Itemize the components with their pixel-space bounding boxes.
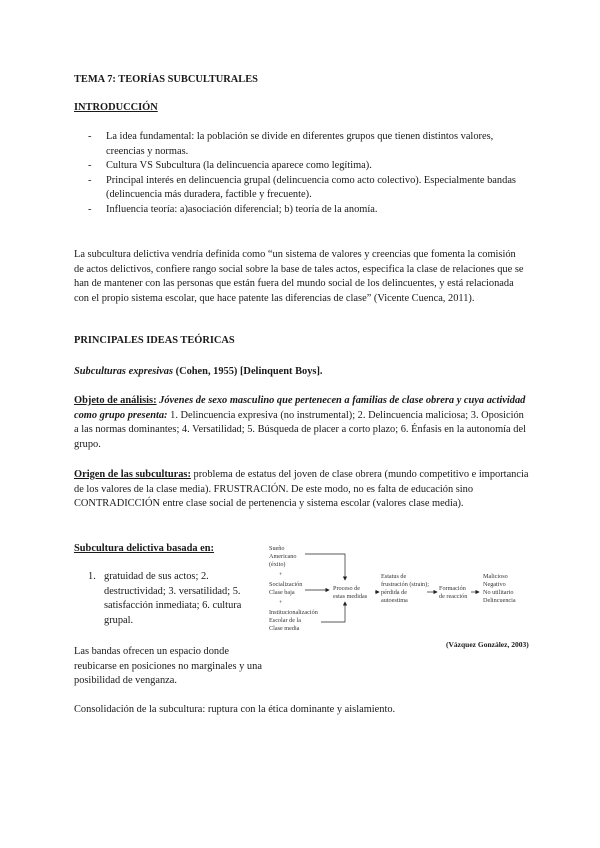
- diagram-label: Delincuencia: [483, 597, 516, 604]
- diagram-right-flow: [333, 573, 516, 604]
- expressive-heading: Subculturas expresivas (Cohen, 1955) [Delinquent Boys].: [74, 366, 323, 377]
- diagram-label: +: [279, 599, 283, 606]
- diagram-label: Socialización: [269, 581, 303, 588]
- diagram-arrow: [305, 554, 345, 580]
- diagram-label: Escolar de la: [269, 617, 301, 624]
- based-list: [88, 570, 268, 628]
- diagram-label: Negativo: [483, 581, 506, 588]
- diagram-label: frustración (strain);: [381, 581, 429, 588]
- diagram-label: de reacción: [439, 593, 468, 600]
- based-heading: Subcultura delictiva basada en:: [74, 543, 215, 554]
- diagram-label: Institucionalización: [269, 609, 318, 616]
- object-paragraph: Objeto de análisis: Jóvenes de sexo masculino que pertenecen a familias de clase obrera y cuya actividad como grupo presenta: 1. Delincuencia expresiva (no instrumental); 2. Delincuencia maliciosa; 3. Oposición a las normas dominantes; 4. Versatilidad; 5. Búsqueda de placer a corto plazo; 6. Énfasis en la autonomía del grupo.: [74, 395, 526, 450]
- consolidation-paragraph: Consolidación de la subcultura: ruptura con la ética dominante y aislamiento.: [74, 704, 396, 715]
- list-item: - Influencia teoría: a)asociación diferencial; b) teoría de la anomía.: [88, 203, 378, 215]
- origin-paragraph: Origen de las subculturas: problema de estatus del joven de clase obrera (mundo competitivo e importancia de los valores de la clase media). FRUSTRACIÓN. De este modo, no es falta de educación sino CONTRADICCIÓN entre clase social de pertenencia y sistema escolar (valores clase media).: [74, 469, 529, 509]
- intro-bullet-list: [88, 130, 528, 217]
- diagram-label: Proceso de: [333, 585, 360, 592]
- diagram-label: (éxito): [269, 561, 286, 568]
- list-item: - La idea fundamental: la población se divide en diferentes grupos que tienen distintos valores, creencias y normas.: [88, 131, 494, 157]
- diagram-label: No utilitario: [483, 589, 514, 596]
- list-item: - Cultura VS Subcultura (la delincuencia aparece como legítima).: [88, 160, 372, 171]
- diagram-label: Americano: [269, 553, 297, 560]
- intro-heading: INTRODUCCIÓN: [74, 102, 158, 113]
- page-title: TEMA 7: TEORÍAS SUBCULTURALES: [74, 74, 258, 85]
- diagram-label: Sueño: [269, 545, 285, 552]
- diagram-label: pérdida de: [381, 589, 407, 596]
- ideas-heading: PRINCIPALES IDEAS TEÓRICAS: [74, 335, 235, 346]
- diagram-label: estas medidas: [333, 593, 368, 600]
- list-item: 1. gratuidad de sus actos; 2. destructividad; 3. versatilidad; 5. satisfacción inmediata; 6. cultura grupal.: [88, 571, 242, 626]
- diagram-label: autoestima: [381, 597, 408, 604]
- diagram-label: Formación: [439, 585, 466, 592]
- diagram-label: +: [279, 571, 283, 578]
- diagram-label: Estatus de: [381, 573, 407, 580]
- diagram-left-column: [269, 545, 318, 632]
- list-item: - Principal interés en delincuencia grupal (delincuencia como acto colectivo). Especialmente bandas (delincuencia más duradera, factible y frecuente).: [88, 174, 516, 200]
- bands-paragraph: Las bandas ofrecen un espacio donde reubicarse en posiciones no marginales y una posibilidad de venganza.: [74, 646, 262, 686]
- diagram-arrow: [321, 602, 345, 622]
- diagram-label: Clase media: [269, 625, 300, 632]
- definition-paragraph: La subcultura delictiva vendría definida como “un sistema de valores y creencias que fomenta la comisión de actos delictivos, confiere rango social sobre la base de tales actos, especifica la clase de relaciones que se han de mantener con las personas que están fuera del mundo social de los delincuentes, y está relacionada con el propio sistema escolar, que hace patente las diferencias de clase” (Vicente Cuenca, 2011).: [74, 249, 524, 304]
- diagram-caption: (Vázquez González, 2003): [446, 640, 529, 649]
- diagram-label: Clase baja: [269, 589, 295, 596]
- diagram-label: Malicioso: [483, 573, 508, 580]
